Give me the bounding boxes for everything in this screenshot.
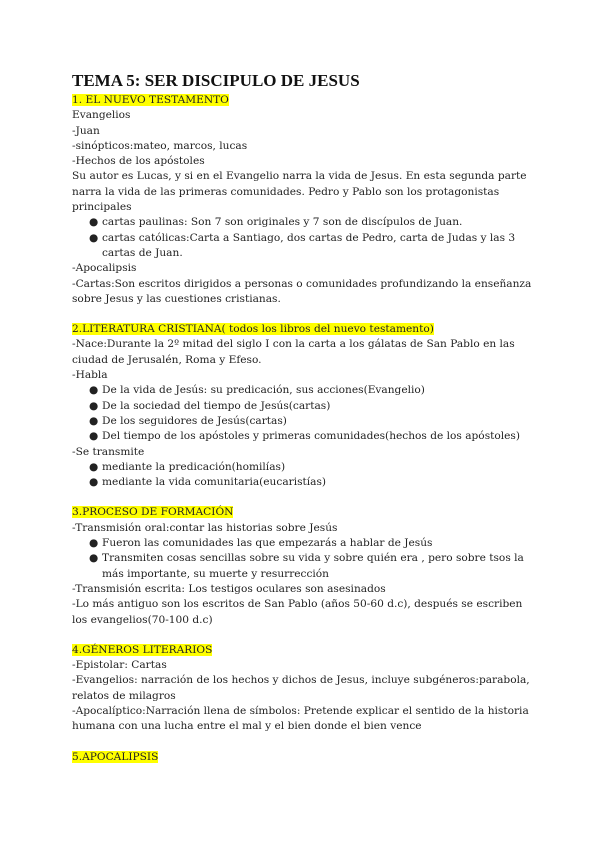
- list-item-text: De la sociedad del tiempo de Jesús(cartas): [102, 399, 331, 412]
- list-item-text: Transmiten cosas sencillas sobre su vida y sobre quién era , pero sobre tsos la más importante, su muerte y resurrección: [102, 552, 524, 580]
- bullet-icon: ●: [89, 216, 99, 229]
- paragraph: Evangelios: [72, 109, 131, 122]
- section-4: [72, 643, 532, 735]
- paragraph: -Juan: [72, 124, 100, 137]
- bullet-icon: ●: [89, 537, 99, 550]
- paragraph: -Hechos de los apóstoles: [72, 155, 205, 168]
- section-2: [72, 322, 532, 490]
- section-heading: [72, 505, 532, 520]
- section-5: [72, 750, 532, 765]
- list-item: [72, 231, 532, 262]
- list-item: [72, 460, 532, 475]
- list-item-text: mediante la predicación(homilías): [102, 460, 286, 473]
- list-item: [72, 475, 532, 490]
- paragraph: -Apocalipsis: [72, 262, 137, 275]
- bullet-icon: ●: [89, 384, 99, 397]
- paragraph: -Nace:Durante la 2º mitad del siglo I con la carta a los gálatas de San Pablo en las ciudad de Jerusalén, Roma y Efeso.: [72, 338, 515, 366]
- section-3: [72, 505, 532, 627]
- list-item: [72, 215, 532, 230]
- list-item: [72, 399, 532, 414]
- section-heading: [72, 93, 532, 108]
- list-item-text: cartas católicas:Carta a Santiago, dos cartas de Pedro, carta de Judas y las 3 cartas de Juan.: [102, 231, 516, 259]
- section-heading: [72, 643, 532, 658]
- paragraph: -sinópticos:mateo, marcos, lucas: [72, 139, 248, 152]
- paragraph: -Evangelios: narración de los hechos y dichos de Jesus, incluye subgéneros:parabola, relatos de milagros: [72, 674, 530, 702]
- bullet-list: [72, 536, 532, 582]
- paragraph: -Se transmite: [72, 445, 145, 458]
- section-heading-text: 2.LITERATURA CRISTIANA( todos los libros del nuevo testamento): [72, 323, 434, 336]
- section-heading-text: 3.PROCESO DE FORMACIÓN: [72, 506, 234, 519]
- paragraph: -Transmisión oral:contar las historias sobre Jesús: [72, 521, 338, 534]
- document-page: [72, 70, 532, 765]
- list-item: [72, 414, 532, 429]
- bullet-icon: ●: [89, 430, 99, 443]
- bullet-icon: ●: [89, 414, 99, 427]
- list-item: [72, 383, 532, 398]
- bullet-list: [72, 383, 532, 444]
- list-item-text: Del tiempo de los apóstoles y primeras comunidades(hechos de los apóstoles): [102, 430, 520, 443]
- page-title: TEMA 5: SER DISCIPULO DE JESUS: [72, 71, 360, 90]
- section-heading-text: 1. EL NUEVO TESTAMENTO: [72, 94, 229, 106]
- paragraph: -Lo más antiguo son los escritos de San Pablo (años 50-60 d.c), después se escriben los evangelios(70-100 d.c): [72, 598, 523, 626]
- section-1: [72, 93, 532, 307]
- paragraph: -Apocalíptico:Narración llena de símbolos: Pretende explicar el sentido de la historia humana con una lucha entre el mal y el bien donde el bien vence: [72, 704, 529, 733]
- section-heading: [72, 322, 532, 337]
- list-item-text: mediante la vida comunitaria(eucaristías): [102, 476, 327, 489]
- bullet-icon: ●: [89, 460, 99, 473]
- section-heading: [72, 750, 532, 765]
- list-item-text: De los seguidores de Jesús(cartas): [102, 414, 287, 427]
- paragraph: -Epistolar: Cartas: [72, 659, 167, 672]
- bullet-list: [72, 215, 532, 261]
- paragraph: -Cartas:Son escritos dirigidos a personas o comunidades profundizando la enseñanza sobre Jesus y las cuestiones cristianas.: [72, 277, 532, 305]
- paragraph: -Habla: [72, 369, 108, 382]
- document-content: [72, 93, 532, 765]
- list-item-text: Fueron las comunidades las que empezarás a hablar de Jesús: [102, 537, 433, 550]
- bullet-icon: ●: [89, 231, 99, 244]
- list-item-text: cartas paulinas: Son 7 son originales y 7 son de discípulos de Juan.: [102, 216, 463, 229]
- paragraph: -Transmisión escrita: Los testigos oculares son asesinados: [72, 582, 386, 595]
- bullet-icon: ●: [89, 476, 99, 489]
- paragraph: Su autor es Lucas, y si en el Evangelio narra la vida de Jesus. En esta segunda parte narra la vida de las primeras comunidades. Pedro y Pablo son los protagonistas principales: [72, 170, 527, 214]
- bullet-icon: ●: [89, 399, 99, 412]
- bullet-list: [72, 460, 532, 491]
- list-item-text: De la vida de Jesús: su predicación, sus acciones(Evangelio): [102, 384, 425, 397]
- list-item: [72, 536, 532, 551]
- list-item: [72, 551, 532, 582]
- bullet-icon: ●: [89, 552, 99, 565]
- section-heading-text: 4.GÉNEROS LITERARIOS: [72, 643, 213, 656]
- list-item: [72, 429, 532, 444]
- section-heading-text: 5.APOCALIPSIS: [72, 750, 159, 763]
